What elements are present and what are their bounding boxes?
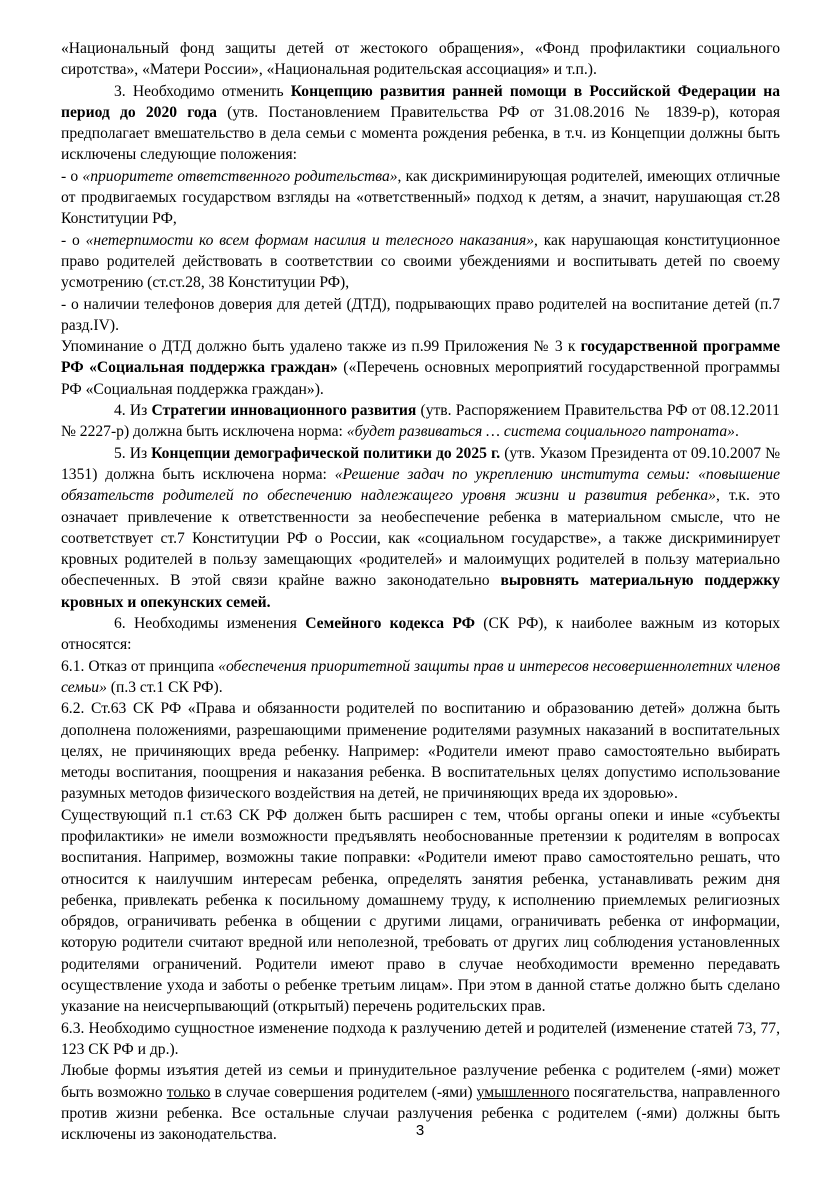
text: Существующий п.1 ст.63 СК РФ должен быть расширен с тем, чтобы органы опеки и иные «субъекты профилактики» не имели возможности предъявлять необоснованные претензии к родителям в вопросах воспитания. Например, возможны такие поправки: «Родители имеют право самостоятельно решать, что относится к наилучшим интересам ребенка, определять занятия ребенка, устанавливать режим дня ребенка, привлекать ребенка к посильному домашнему труду, к исполнению приемлемых религиозных обрядов, ограничивать ребенка в общении с другими лицами, ограничивать ребенка от информации, которую родители считают вредной или неполезной, требовать от других лиц соблюдения установленных родителями ограничений. Родители имеют право в случае необходимости временно передавать осуществление ухода и заботы о ребенке третьим лицам». При этом в данной статье должно быть сделано указание на неисчерпывающий (открытый) перечень родительских прав. (61, 806, 780, 1016)
bold-text: государственной программе РФ «Социальная поддержка граждан» (61, 338, 780, 377)
paragraph-dash-helplines (61, 294, 780, 337)
paragraph-dash-responsible-parenting (61, 166, 780, 230)
text: «Национальный фонд защиты детей от жестокого обращения», «Фонд профилактики социального сиротства», «Матери России», «Национальная родительская ассоциация» и т.п.). (61, 40, 780, 79)
text: - о наличии телефонов доверия для детей (ДТД), подрывающих право родителей на воспитание детей (п.7 разд.IV). (61, 295, 780, 334)
text: (утв. Постановлением Правительства РФ от 31.08.2016 № 1839-р), которая предполагает вмешательство в дела семьи с момента рождения ребенка, в т.ч. из Концепции должны быть исключены следующие положения: (61, 103, 780, 164)
paragraph-orgs-list (61, 38, 780, 81)
paragraph-item-6-1 (61, 656, 780, 699)
text: 6.2. Ст.63 СК РФ «Права и обязанности родителей по воспитанию и образованию детей» должна быть дополнена положениями, разрешающими применение родителями разумных наказаний в воспитательных целях, не причиняющих вреда ребенку. Например: «Родители имеют право самостоятельно выбирать методы воспитания, поощрения и наказания ребенка. В воспитательных целях допустимо использование разумных методов физического воздействия на детей, не причиняющих вреда их здоровью». (61, 700, 780, 803)
text: 4. Из (114, 402, 152, 420)
text: - о (61, 167, 83, 185)
italic-text: «приоритете ответственного родительства» (82, 167, 398, 185)
text: Упоминание о ДТД должно быть удалено также из п.99 Приложения № 3 к (61, 338, 581, 356)
text: (утв. Указом Президента от 09.10.2007 № 1351) должна быть исключена норма: (61, 444, 780, 483)
text: в случае совершения родителем (-ями) (210, 1083, 477, 1101)
italic-text: «Решение задач по укреплению института семьи: «повышение обязательств родителей по обеспечению надлежащего уровня жизни и развития ребенка» (61, 465, 781, 505)
paragraph-item-6-3 (61, 1018, 780, 1061)
text: . (734, 423, 739, 441)
page-number: 3 (415, 1122, 425, 1139)
text: 6. Необходимы изменения (114, 615, 306, 633)
text: (утв. Распоряжением Правительства РФ от 08.12.2011 № 2227-р) должна быть исключена норма: (61, 402, 780, 441)
text: 3. Необходимо отменить (114, 82, 291, 100)
text: 6.3. Необходимо сущностное изменение подхода к разлучению детей и родителей (изменение статей 73, 77, 123 СК РФ и др.). (61, 1019, 780, 1058)
bold-text: Стратегии инновационного развития (151, 402, 417, 420)
paragraph-dash-violence-intolerance (61, 230, 780, 294)
text: - о (61, 231, 86, 249)
paragraph-item-3 (61, 81, 780, 166)
italic-text: «обеспечения приоритетной защиты прав и интересов несовершеннолетних членов семьи» (61, 657, 780, 696)
bold-text: Семейного кодекса РФ (305, 615, 476, 633)
bold-text: Концепцию развития ранней помощи в Российской Федерации на период до 2020 года (61, 82, 780, 121)
text: посягательства, направленного против жизни ребенка. Все остальные случаи разлучения ребенка с родителем (-ями) должны быть исключены из законодательства. (61, 1083, 780, 1144)
italic-text: «будет развиваться … система социального патроната» (346, 423, 735, 441)
bold-text: выровнять материальную поддержку кровных и опекунских семей. (61, 572, 780, 611)
paragraph-item-4 (61, 400, 780, 443)
underlined-text: только (166, 1083, 211, 1101)
paragraph-dtd-mention (61, 336, 780, 400)
italic-text: «нетерпимости ко всем формам насилия и телесного наказания» (85, 231, 535, 249)
paragraph-article-63 (61, 805, 780, 1018)
text: 5. Из (114, 444, 152, 462)
text: , как дискриминирующая родителей, имеющих отличные от продвигаемых государством взгляды на «ответственный» подход к детям, а значит, нарушающая ст.28 Конституции РФ, (61, 167, 780, 228)
text: (СК РФ), к наиболее важным из которых относятся: (61, 615, 780, 654)
underlined-text: умышленного (476, 1083, 570, 1101)
text: , т.к. это означает привлечение к ответственности за необеспечение ребенка в материальном смысле, что не соответствует ст.7 Конституции РФ о России, как «социальном государстве», а также дискриминирует кровных родителей в пользу замещающих «родителей» и малоимущих родителей в пользу материально обеспеченных. В этой связи крайне важно законодательно (61, 487, 781, 590)
text: (п.3 ст.1 СК РФ). (106, 678, 223, 696)
paragraph-item-6-2 (61, 698, 780, 804)
text: Любые формы изъятия детей из семьи и принудительное разлучение ребенка с родителем (-ями) может быть возможно (61, 1062, 780, 1101)
text: («Перечень основных мероприятий государственной программы РФ «Социальная поддержка граждан»). (61, 359, 780, 398)
paragraph-item-6 (61, 613, 780, 656)
text: , как нарушающая конституционное право родителей действовать в соответствии со своими убеждениями и воспитывать детей по своему усмотрению (ст.ст.28, 38 Конституции РФ), (61, 231, 780, 292)
document-body (61, 38, 780, 1145)
paragraph-item-5 (61, 443, 780, 613)
bold-text: Концепции демографической политики до 2025 г. (151, 444, 501, 462)
text: 6.1. Отказ от принципа (61, 657, 219, 675)
